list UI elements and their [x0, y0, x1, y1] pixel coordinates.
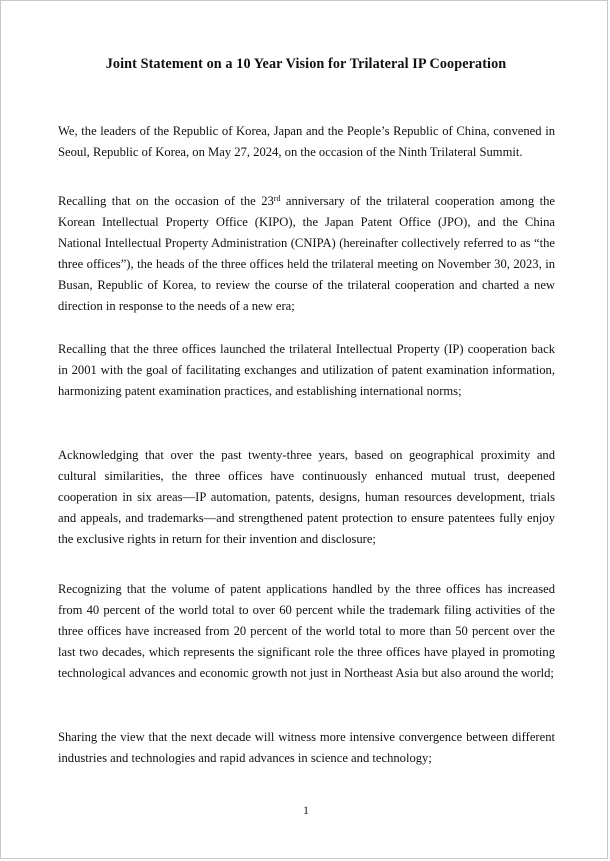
page-number: 1	[303, 805, 309, 817]
paragraph-recalling-2001-launch: Recalling that the three offices launched the trilateral Intellectual Property (IP) cooperation back in 2001 with the goal of facilitating exchanges and utilization of patent examination information, harmonizing patent examination practices, and establishing international norms;	[58, 342, 555, 398]
paragraph-recalling-23rd-anniversary	[58, 191, 555, 316]
paragraph-text-after-superscript: anniversary of the trilateral cooperation among the Korean Intellectual Property Office (KIPO), the Japan Patent Office (JPO), and the China National Intellectual Property Administration (CNIPA) (hereinafter collectively referred to as “the three offices”), the heads of the three offices held the trilateral meeting on November 30, 2023, in Busan, Republic of Korea, to review the course of the trilateral cooperation and charted a new direction in response to the needs of a new era;	[58, 194, 555, 313]
paragraph-recognizing: Recognizing that the volume of patent applications handled by the three offices has increased from 40 percent of the world total to over 60 percent while the trademark filing activities of the three offices have increased from 20 percent of the world total to more than 50 percent over the last two decades, which represents the significant role the three offices have played in promoting technological advances and economic growth not just in Northeast Asia but also around the world;	[58, 582, 555, 680]
paragraph-acknowledging: Acknowledging that over the past twenty-three years, based on geographical proximity and cultural similarities, the three offices have continuously enhanced mutual trust, deepened cooperation in six areas—IP automation, patents, designs, human resources development, trials and appeals, and trademarks—and strengthened patent protection to ensure patentees fully enjoy the exclusive rights in return for their invention and disclosure;	[58, 448, 555, 546]
paragraph-text-before-superscript: Recalling that on the occasion of the 23	[58, 194, 274, 208]
paragraph-leaders-convened: We, the leaders of the Republic of Korea, Japan and the People’s Republic of China, convened in Seoul, Republic of Korea, on May 27, 2024, on the occasion of the Ninth Trilateral Summit.	[58, 124, 555, 159]
document-title: Joint Statement on a 10 Year Vision for Trilateral IP Cooperation	[105, 56, 507, 72]
ordinal-superscript: rd	[273, 194, 281, 203]
paragraph-sharing-view: Sharing the view that the next decade will witness more intensive convergence between different industries and technologies and rapid advances in science and technology;	[58, 730, 555, 765]
